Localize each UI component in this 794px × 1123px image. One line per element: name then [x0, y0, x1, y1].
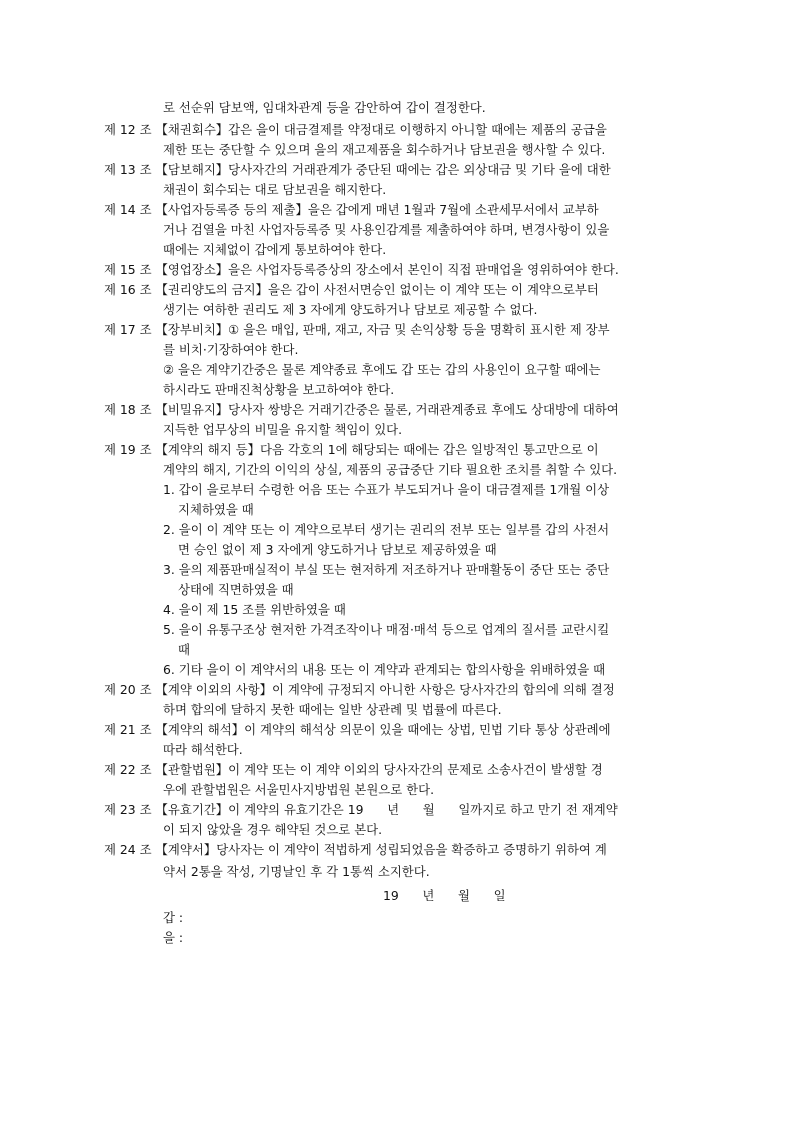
lead-line: 로 선순위 담보액, 임대차관계 등을 감안하여 갑이 결정한다.: [163, 100, 486, 115]
article-21-heading: 제 21 조 【계약의 해석】이 계약의 해석상 의문이 있을 때에는 상법, 민법 기타 통상 상관례에: [104, 722, 611, 737]
article-19-item-2-cont: 면 승인 없이 제 3 자에게 양도하거나 담보로 제공하였을 때: [178, 542, 497, 557]
article-13-text: 채권이 회수되는 대로 담보권을 해지한다.: [163, 182, 387, 197]
article-19-item-4: 4. 을이 제 15 조를 위반하였을 때: [163, 602, 346, 617]
article-13-heading: 제 13 조 【담보해지】당사자간의 거래관계가 중단된 때에는 갑은 외상대금 및 기타 을에 대한: [104, 162, 611, 177]
article-17-text: 하시라도 판매진척상황을 보고하여야 한다.: [163, 382, 395, 397]
article-19-heading: 제 19 조 【계약의 해지 등】다음 각호의 1에 해당되는 때에는 갑은 일방적인 통고만으로 이: [104, 442, 599, 457]
article-24-heading: 제 24 조 【계약서】당사자는 이 계약이 적법하게 성립되었음을 확증하고 증명하기 위하여 계: [104, 842, 607, 857]
article-22-heading: 제 22 조 【관할법원】이 계약 또는 이 계약 이외의 당사자간의 문제로 소송사건이 발생할 경: [104, 762, 603, 777]
article-17-text: ② 을은 계약기간중은 물론 계약종료 후에도 갑 또는 갑의 사용인이 요구할 때에는: [163, 362, 601, 377]
party-a-signature: 갑 :: [163, 910, 184, 925]
article-18-text: 지득한 업무상의 비밀을 유지할 책임이 있다.: [163, 422, 403, 437]
article-17-heading: 제 17 조 【장부비치】① 을은 매입, 판매, 재고, 자금 및 손익상황 등을 명확히 표시한 제 장부: [104, 322, 610, 337]
article-19-item-6: 6. 기타 을이 이 계약서의 내용 또는 이 계약과 관계되는 합의사항을 위배하였을 때: [163, 662, 606, 677]
article-19-item-1-cont: 지체하였을 때: [178, 502, 254, 517]
article-21-text: 따라 해석한다.: [163, 742, 243, 757]
article-18-heading: 제 18 조 【비밀유지】당사자 쌍방은 거래기간중은 물론, 거래관계종료 후에도 상대방에 대하여: [104, 402, 619, 417]
article-16-text: 생기는 여하한 권리도 제 3 자에게 양도하거나 담보로 제공할 수 없다.: [163, 302, 538, 317]
signing-date: 19 년 월 일: [383, 888, 506, 903]
article-23-text: 이 되지 않았을 경우 해약된 것으로 본다.: [163, 822, 383, 837]
article-19-item-5-cont: 때: [178, 642, 190, 657]
article-17-text: 를 비치·기장하여야 한다.: [163, 342, 299, 357]
article-22-text: 우에 관할법원은 서울민사지방법원 본원으로 한다.: [163, 782, 435, 797]
article-12-text: 제한 또는 중단할 수 있으며 을의 재고제품을 회수하거나 담보권을 행사할 수 있다.: [163, 142, 606, 157]
article-23-heading: 제 23 조 【유효기간】이 계약의 유효기간은 19 년 월 일까지로 하고 만기 전 재계약: [104, 802, 618, 817]
article-14-text: 때에는 지체없이 갑에게 통보하여야 한다.: [163, 242, 387, 257]
article-12-heading: 제 12 조 【채권회수】갑은 을이 대금결제를 약정대로 이행하지 아니할 때에는 제품의 공급을: [104, 122, 607, 137]
article-14-heading: 제 14 조 【사업자등록증 등의 제출】을은 갑에게 매년 1월과 7월에 소관세무서에서 교부하: [104, 202, 599, 217]
article-19-item-3-cont: 상태에 직면하였을 때: [178, 582, 294, 597]
article-19-text: 계약의 해지, 기간의 이익의 상실, 제품의 공급중단 기타 필요한 조치를 취할 수 있다.: [163, 462, 618, 477]
article-19-item-3: 3. 을의 제품판매실적이 부실 또는 현저하게 저조하거나 판매활동이 중단 또는 중단: [163, 562, 610, 577]
article-19-item-5: 5. 을이 유통구조상 현저한 가격조작이나 매점·매석 등으로 업계의 질서를 교란시킬: [163, 622, 610, 637]
party-b-signature: 을 :: [163, 930, 184, 945]
article-20-text: 하며 합의에 달하지 못한 때에는 일반 상관례 및 법률에 따른다.: [163, 702, 502, 717]
article-20-heading: 제 20 조 【계약 이외의 사항】이 계약에 규정되지 아니한 사항은 당사자간의 합의에 의해 결정: [104, 682, 615, 697]
article-24-text: 약서 2통을 작성, 기명날인 후 각 1통씩 소지한다.: [163, 864, 430, 879]
article-19-item-1: 1. 갑이 을로부터 수령한 어음 또는 수표가 부도되거나 을이 대금결제를 1개월 이상: [163, 482, 610, 497]
article-14-text: 거나 검열을 마친 사업자등록증 및 사용인감계를 제출하여야 하며, 변경사항이 있을: [163, 222, 610, 237]
article-16-heading: 제 16 조 【권리양도의 금지】을은 갑이 사전서면승인 없이는 이 계약 또는 이 계약으로부터: [104, 282, 599, 297]
article-15-heading: 제 15 조 【영업장소】을은 사업자등록증상의 장소에서 본인이 직접 판매업을 영위하여야 한다.: [104, 262, 619, 277]
article-19-item-2: 2. 을이 이 계약 또는 이 계약으로부터 생기는 권리의 전부 또는 일부를 갑의 사전서: [163, 522, 610, 537]
